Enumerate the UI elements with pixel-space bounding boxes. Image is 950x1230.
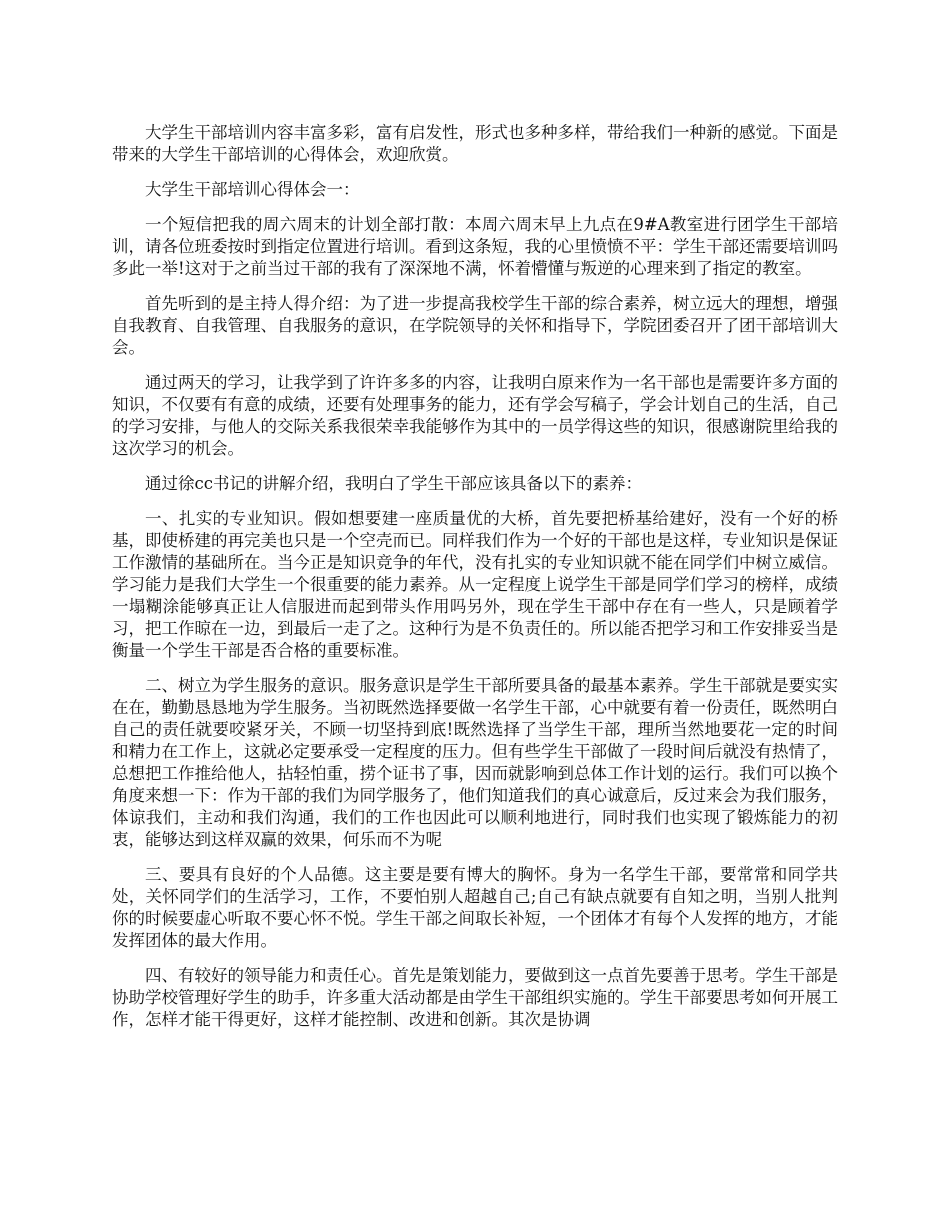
point-two-paragraph: 二、树立为学生服务的意识。服务意识是学生干部所要具备的最基本素养。学生干部就是要实实在在，勤勤恳恳地为学生服务。当初既然选择要做一名学生干部，心中就要有着一份责任，既然明白自己的责任就要咬紧牙关，不顾一切坚持到底!既然选择了当学生干部，理所当然地要花一定的时间和精力在工作上，这就必定要承受一定程度的压力。但有些学生干部做了一段时间后就没有热情了，总想把工作推给他人，拈轻怕重，捞个证书了事，因而就影响到总体工作计划的运行。我们可以换个角度来想一下：作为干部的我们为同学服务了，他们知道我们的真心诚意后，反过来会为我们服务，体谅我们，主动和我们沟通，我们的工作也因此可以顺利地进行，同时我们也实现了锻炼能力的初衷，能够达到这样双赢的效果，何乐而不为呢 <box>112 676 838 849</box>
body-paragraph: 一个短信把我的周六周末的计划全部打散：本周六周末早上九点在9#A教室进行团学生干部培训，请各位班委按时到指定位置进行培训。看到这条短，我的心里愤愤不平：学生干部还需要培训吗多此一举!这对于之前当过干部的我有了深深地不满，怀着懵懂与叛逆的心理来到了指定的教室。 <box>112 215 838 278</box>
point-one-paragraph: 一、扎实的专业知识。假如想要建一座质量优的大桥，首先要把桥基给建好，没有一个好的桥基，即使桥建的再完美也只是一个空壳而已。同样我们作为一个好的干部也是这样，专业知识是保证工作激情的基础所在。当今正是知识竞争的年代，没有扎实的专业知识就不能在同学们中树立威信。学习能力是我们大学生一个很重要的能力素养。从一定程度上说学生干部是同学们学习的榜样，成绩一塌糊涂能够真正让人信服进而起到带头作用吗另外，现在学生干部中存在有一些人，只是顾着学习，把工作晾在一边，到最后一走了之。这种行为是不负责任的。所以能否把学习和工作安排妥当是衡量一个学生干部是否合格的重要标准。 <box>112 509 838 660</box>
point-three-paragraph: 三、要具有良好的个人品德。这主要是要有博大的胸怀。身为一名学生干部，要常常和同学共处，关怀同学们的生活学习，工作，不要怕别人超越自己;自己有缺点就要有自知之明，当别人批判你的时候要虚心听取不要心怀不悦。学生干部之间取长补短，一个团体才有每个人发挥的地方，才能发挥团体的最大作用。 <box>112 865 838 950</box>
body-paragraph: 首先听到的是主持人得介绍：为了进一步提高我校学生干部的综合素养，树立远大的理想，增强自我教育、自我管理、自我服务的意识，在学院领导的关怀和指导下，学院团委召开了团干部培训大会。 <box>112 294 838 357</box>
point-four-paragraph: 四、有较好的领导能力和责任心。首先是策划能力，要做到这一点首先要善于思考。学生干部是协助学校管理好学生的助手，许多重大活动都是由学生干部组织实施的。学生干部要思考如何开展工作，怎样才能干得更好，这样才能控制、改进和创新。其次是协调 <box>112 966 838 1029</box>
intro-paragraph: 大学生干部培训内容丰富多彩，富有启发性，形式也多种多样，带给我们一种新的感觉。下面是带来的大学生干部培训的心得体会，欢迎欣赏。 <box>112 123 838 164</box>
section-heading: 大学生干部培训心得体会一： <box>145 180 360 199</box>
document-body <box>112 122 838 1044</box>
body-paragraph: 通过两天的学习，让我学到了许许多多的内容，让我明白原来作为一名干部也是需要许多方面的知识，不仅要有有意的成绩，还要有处理事务的能力，还有学会写稿子，学会计划自己的生活，自己的学习安排，与他人的交际关系我很荣幸我能够作为其中的一员学得这些的知识，很感谢院里给我的这次学习的机会。 <box>112 373 838 458</box>
body-paragraph: 通过徐cc书记的讲解介绍，我明白了学生干部应该具备以下的素养： <box>145 474 642 493</box>
